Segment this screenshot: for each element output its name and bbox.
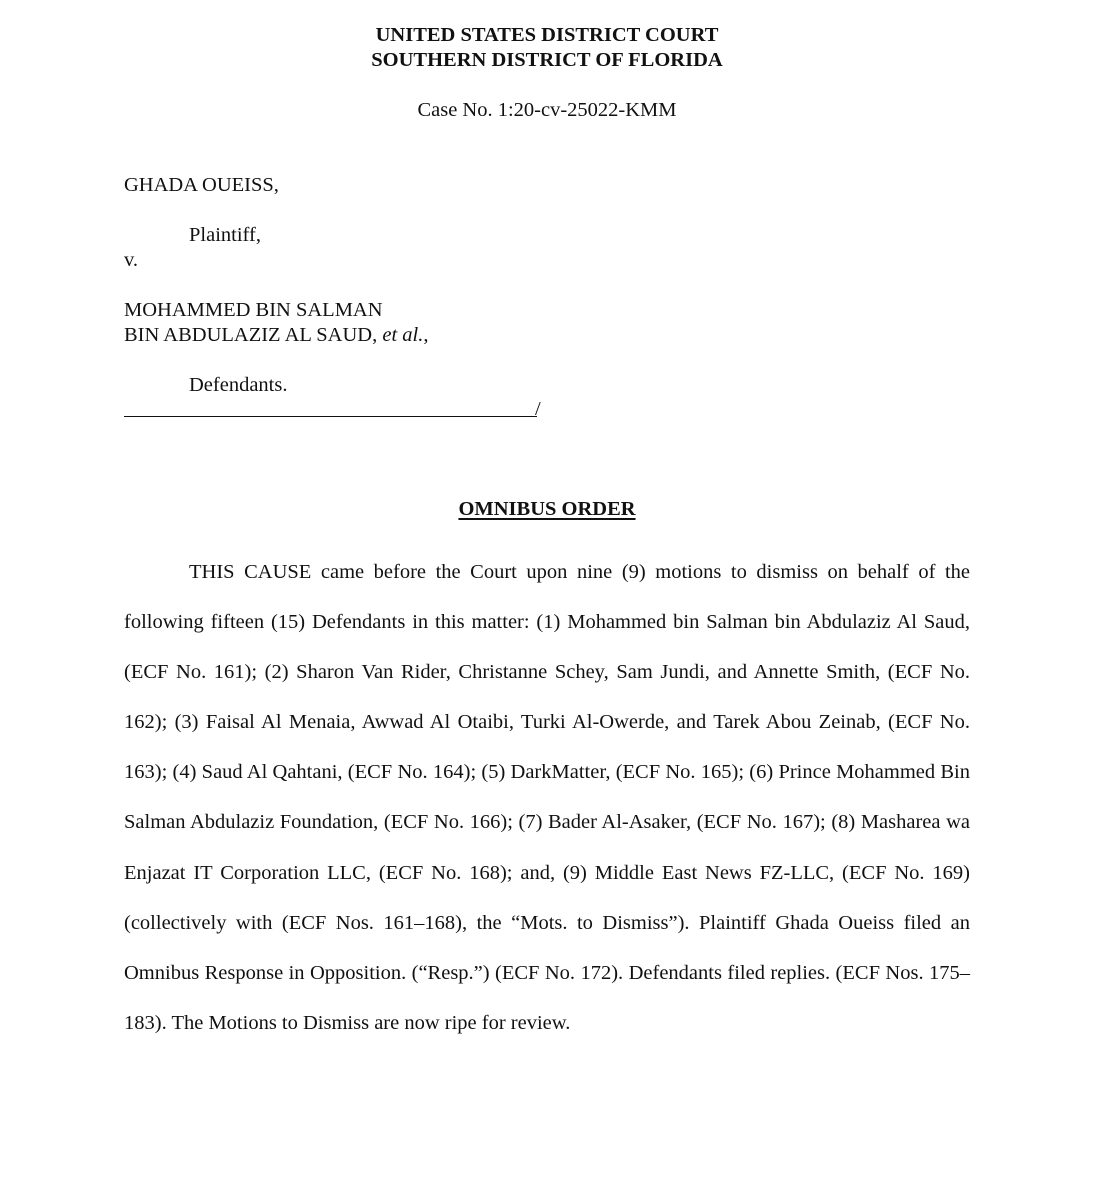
case-number: Case No. 1:20-cv-25022-KMM — [417, 99, 677, 121]
court-heading — [0, 23, 1094, 73]
caption-rule — [124, 416, 537, 417]
caption-rule-end: / — [535, 398, 541, 420]
versus: v. — [124, 249, 139, 271]
order-paragraph — [124, 547, 970, 1048]
court-district-line: SOUTHERN DISTRICT OF FLORIDA — [371, 49, 723, 71]
defendant-name-comma: , — [423, 324, 429, 346]
order-paragraph-text: THIS CAUSE came before the Court upon nine (9) motions to dismiss on behalf of the following fifteen (15) Defendants in this matter: (1) Mohammed bin Salman bin Abdulaziz Al Saud, (ECF No. 161); (2) Sharon Van Rider, Christanne Schey, Sam Jundi, and Annette Smith, (ECF No. 162); (3) Faisal Al Menaia, Awwad Al Otaibi, Turki Al-Owerde, and Tarek Abou Zeinab, (ECF No. 163); (4) Saud Al Qahtani, (ECF No. 164); (5) DarkMatter, (ECF No. 165); (6) Prince Mohammed Bin Salman Abdulaziz Foundation, (ECF No. 166); (7) Bader Al-Asaker, (ECF No. 167); (8) Masharea wa Enjazat IT Corporation LLC, (ECF No. 168); and, (9) Middle East News FZ-LLC, (ECF No. 169) (collectively with (ECF Nos. 161–168), the “Mots. to Dismiss”). Plaintiff Ghada Oueiss filed an Omnibus Response in Opposition. (“Resp.”) (ECF No. 172). Defendants filed replies. (ECF Nos. 175–183). The Motions to Dismiss are now ripe for review. — [124, 561, 970, 1034]
defendant-name-main: BIN ABDULAZIZ AL SAUD, — [124, 324, 383, 346]
plaintiff-role: Plaintiff, — [189, 224, 261, 246]
defendant-name-line2 — [124, 323, 428, 348]
defendant-name-line1: MOHAMMED BIN SALMAN — [124, 299, 383, 321]
order-title: OMNIBUS ORDER — [458, 498, 636, 520]
court-name-line: UNITED STATES DISTRICT COURT — [375, 24, 719, 46]
plaintiff-name: GHADA OUEISS, — [124, 174, 279, 196]
defendant-role: Defendants. — [189, 374, 288, 396]
et-al: et al. — [382, 324, 424, 346]
